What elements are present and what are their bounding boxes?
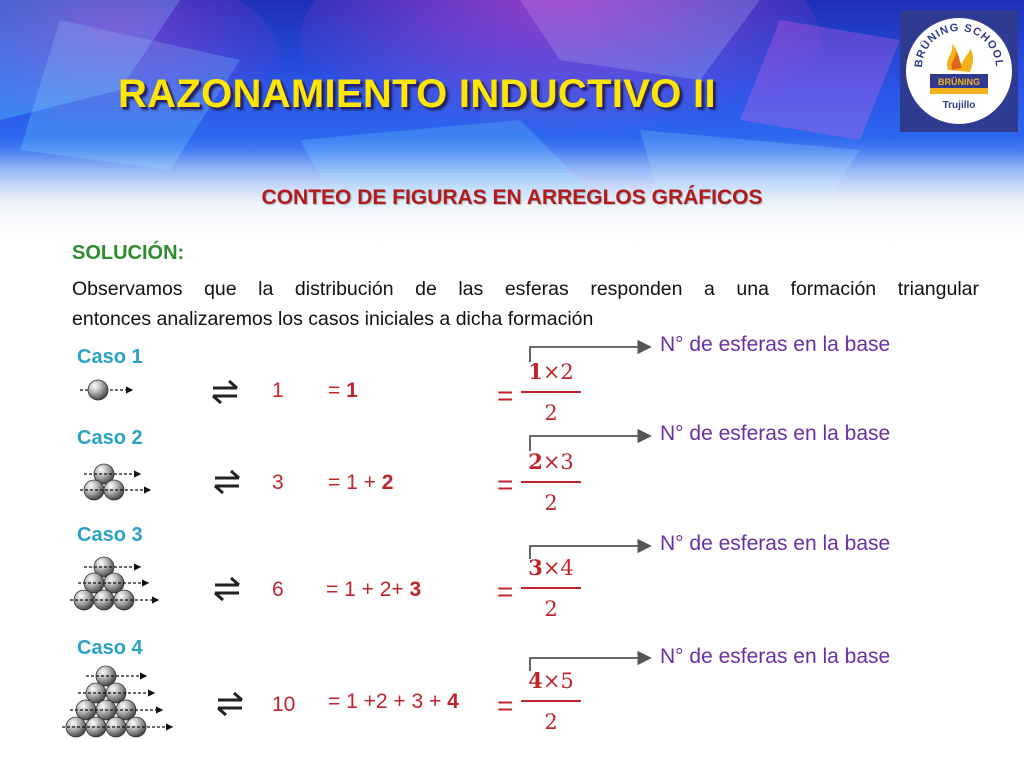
sphere-icon xyxy=(84,573,104,593)
solution-label: SOLUCIÓN: xyxy=(72,242,185,264)
case-4-numerator-factor: ×5 xyxy=(542,669,574,693)
case-4-spheres xyxy=(62,666,172,737)
case-2-fraction xyxy=(521,449,581,515)
case-2-numerator xyxy=(521,449,581,475)
sphere-icon xyxy=(104,480,124,500)
case-2-sum-last: 2 xyxy=(381,471,394,494)
case-4-numerator-base: 4 xyxy=(528,668,543,693)
case-1-numerator xyxy=(521,359,581,385)
sphere-icon xyxy=(116,700,136,720)
case-2-spheres xyxy=(80,464,150,500)
case-3-sum xyxy=(326,578,421,602)
sphere-icon xyxy=(74,590,94,610)
case-1-sum-last: 1 xyxy=(346,379,358,402)
sphere-icon xyxy=(94,557,114,577)
header-banner xyxy=(0,0,1024,250)
case-2-denominator: 2 xyxy=(544,491,558,515)
case-3-count: 6 xyxy=(272,578,284,601)
case-3-label: Caso 3 xyxy=(77,524,143,546)
sphere-icon xyxy=(106,717,126,737)
case-3-sum-terms: = 1 + 2+ xyxy=(326,578,410,601)
sphere-icon xyxy=(86,717,106,737)
sphere-icon xyxy=(126,717,146,737)
case-1-sum-terms: = xyxy=(328,379,347,402)
school-logo xyxy=(900,10,1018,132)
case-3-fraction xyxy=(521,555,581,621)
case-4-fraction xyxy=(521,668,581,734)
sphere-icon xyxy=(86,683,106,703)
case-4-sum-terms: = 1 +2 + 3 + xyxy=(328,690,448,713)
sphere-icon xyxy=(94,464,114,484)
case-3-numerator-factor: ×4 xyxy=(542,556,574,580)
sphere-icon xyxy=(66,717,86,737)
case-2-equals: = xyxy=(497,469,514,500)
case-1-base-label: N° de esferas en la base xyxy=(660,333,891,356)
case-3-fraction-bar xyxy=(521,587,581,589)
sphere-icon xyxy=(106,683,126,703)
case-3-sum-last: 3 xyxy=(409,578,422,601)
case-4-count: 10 xyxy=(272,693,296,716)
logo-center-text: BRÜNING xyxy=(938,77,980,87)
sphere-icon xyxy=(114,590,134,610)
case-4-sum xyxy=(328,690,459,714)
sphere-icon xyxy=(76,700,96,720)
logo-bottom-text: Trujillo xyxy=(942,100,976,111)
solution-text-line1: Observamos que la distribución de las esferas responden a una formación triangular xyxy=(72,278,979,300)
case-2-sum-terms: = 1 + xyxy=(328,471,382,494)
case-2-numerator-factor: ×3 xyxy=(542,450,574,474)
case-1-fraction xyxy=(521,359,581,425)
banner-background-art xyxy=(0,0,1024,250)
case-3-spheres xyxy=(70,557,158,610)
case-2-label: Caso 2 xyxy=(77,427,143,449)
case-2-count: 3 xyxy=(272,471,284,494)
equilibrium-arrows-icon xyxy=(213,381,242,715)
case-4-denominator: 2 xyxy=(544,710,558,734)
case-3-denominator: 2 xyxy=(544,597,558,621)
page-title: RAZONAMIENTO INDUCTIVO II xyxy=(118,72,716,116)
case-3-base-label: N° de esferas en la base xyxy=(660,532,891,555)
case-1-spheres xyxy=(80,380,132,400)
case-4-fraction-bar xyxy=(521,700,581,702)
sphere-icon xyxy=(96,700,116,720)
sphere-icon xyxy=(104,573,124,593)
case-1-equals: = xyxy=(497,380,514,411)
case-1-label: Caso 1 xyxy=(77,346,143,368)
case-1-numerator-factor: ×2 xyxy=(542,360,574,384)
case-1-denominator: 2 xyxy=(544,401,558,425)
solution-text-line2: entonces analizaremos los casos iniciales a dicha formación xyxy=(72,308,594,330)
case-2-fraction-bar xyxy=(521,481,581,483)
section-subtitle: CONTEO DE FIGURAS EN ARREGLOS GRÁFICOS xyxy=(261,186,763,209)
case-4-sum-last: 4 xyxy=(447,690,459,713)
case-1-numerator-base: 1 xyxy=(528,359,543,384)
case-4-equals: = xyxy=(497,690,514,721)
logo-top-text: BRÜNING SCHOOL xyxy=(912,21,1006,69)
sphere-icon xyxy=(94,590,114,610)
case-2-numerator-base: 2 xyxy=(528,449,543,474)
case-1-count: 1 xyxy=(272,379,284,402)
sphere-icon xyxy=(96,666,116,686)
case-4-label: Caso 4 xyxy=(77,637,143,659)
case-3-equals: = xyxy=(497,576,514,607)
case-2-base-label: N° de esferas en la base xyxy=(660,422,891,445)
case-1-sum xyxy=(328,379,358,403)
case-4-base-label: N° de esferas en la base xyxy=(660,645,891,668)
sphere-icon xyxy=(88,380,108,400)
case-3-numerator xyxy=(521,555,581,581)
case-1-fraction-bar xyxy=(521,391,581,393)
case-4-numerator xyxy=(521,668,581,694)
sphere-icon xyxy=(84,480,104,500)
case-3-numerator-base: 3 xyxy=(528,555,543,580)
case-2-sum xyxy=(328,471,393,495)
